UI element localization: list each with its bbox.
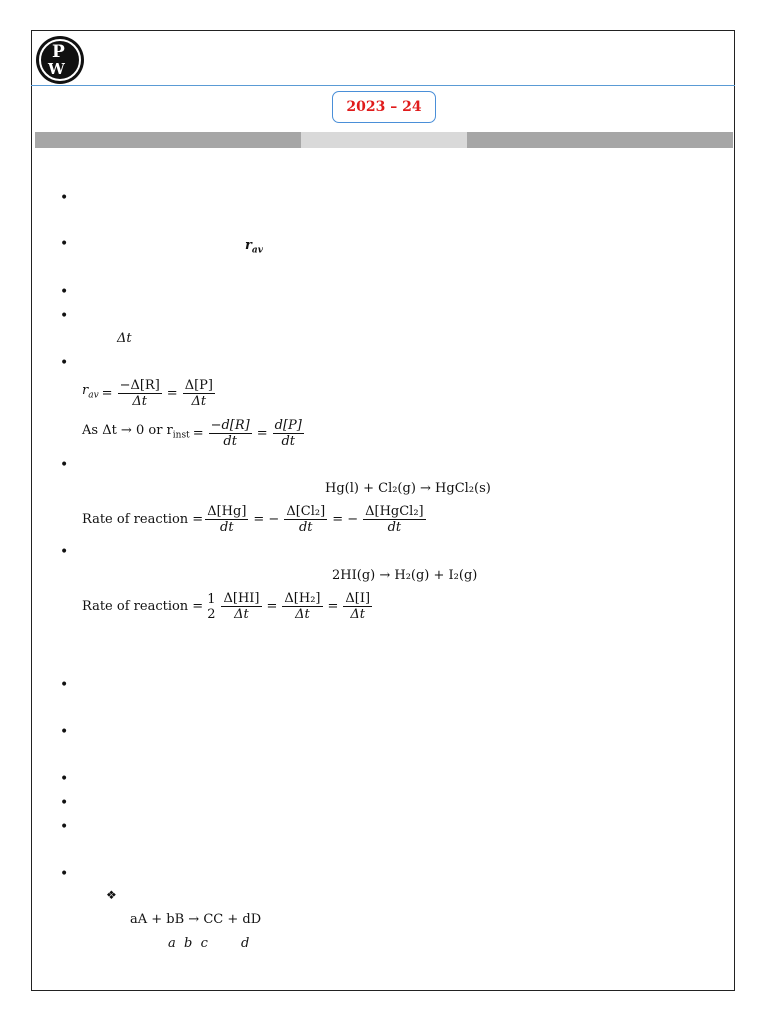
fraction: $\frac{\Delta[P]}{\Delta t}$ bbox=[184, 378, 213, 409]
fraction: $\frac{\Delta[Hg]}{dt}$ bbox=[207, 504, 247, 535]
header-bar-left bbox=[35, 132, 301, 148]
pw-logo bbox=[36, 36, 84, 84]
fraction: $\frac{\text{Δ[Cl₂]}}{dt}$ bbox=[286, 504, 326, 535]
bullet: • bbox=[60, 544, 69, 560]
bullet: • bbox=[60, 866, 69, 882]
header-bar-right bbox=[467, 132, 733, 148]
bullet: • bbox=[60, 457, 69, 473]
bullet: • bbox=[60, 771, 69, 787]
logo-letter-p: P bbox=[52, 42, 65, 62]
fraction: $\frac{-\Delta[R]}{\Delta t}$ bbox=[119, 378, 160, 409]
rate-equation-1: Rate of reaction = $\frac{\Delta[Hg]}{dt}$ = − $\frac{\text{Δ[Cl₂]}}{dt}$ = − $\frac{\text{Δ[HgCl₂]}}{dt}$ bbox=[82, 504, 424, 535]
general-reaction: aA + bB → CC + dD bbox=[130, 912, 262, 927]
average-rate-equation: $r_{av}$ = $\frac{-\Delta[R]}{\Delta t}$ = $\frac{\Delta[P]}{\Delta t}$ bbox=[82, 378, 213, 409]
fraction: $\frac{d[P]}{dt}$ bbox=[274, 418, 302, 449]
fraction: 1 2 bbox=[207, 591, 216, 622]
bullet: • bbox=[60, 819, 69, 835]
rate-equation-2: Rate of reaction = 1 2 $\frac{\Delta[HI]}{\Delta t}$ = $\frac{\text{Δ[H₂]}}{\Delta t}$ = $\frac{\Delta[I]}{\Delta t}$ bbox=[82, 591, 371, 622]
fraction: $\frac{\Delta[HI]}{\Delta t}$ bbox=[223, 591, 260, 622]
reaction-mercury-chlorine: Hg(l) + Cl₂(g) → HgCl₂(s) bbox=[325, 481, 491, 496]
delta-t: Δt bbox=[117, 331, 132, 346]
r-av-symbol: $r_{av}$ bbox=[245, 238, 263, 256]
fraction: $\frac{\text{Δ[HgCl₂]}}{dt}$ bbox=[365, 504, 424, 535]
header-divider bbox=[31, 85, 735, 86]
year-badge: 2023 – 24 bbox=[332, 91, 436, 123]
fraction: $\frac{\Delta[I]}{\Delta t}$ bbox=[345, 591, 371, 622]
bullet: • bbox=[60, 308, 69, 324]
fraction: $\frac{\text{Δ[H₂]}}{\Delta t}$ bbox=[284, 591, 321, 622]
reaction-hydrogen-iodide: 2HI(g) → H₂(g) + I₂(g) bbox=[332, 568, 478, 583]
header-bar-middle bbox=[301, 132, 467, 148]
logo-letter-w: W bbox=[48, 60, 65, 78]
diamond-bullet-icon: ❖ bbox=[106, 888, 117, 902]
bullet: • bbox=[60, 724, 69, 740]
stoichiometric-coefficients: a b c d bbox=[168, 936, 250, 951]
fraction: $\frac{-d[R]}{dt}$ bbox=[210, 418, 250, 449]
bullet: • bbox=[60, 677, 69, 693]
bullet: • bbox=[60, 236, 69, 252]
bullet: • bbox=[60, 355, 69, 371]
bullet: • bbox=[60, 284, 69, 300]
bullet: • bbox=[60, 795, 69, 811]
instantaneous-rate-equation: As Δt → 0 or $r_{inst}$ = $\frac{-d[R]}{dt}$ = $\frac{d[P]}{dt}$ bbox=[82, 418, 302, 449]
bullet: • bbox=[60, 190, 69, 206]
